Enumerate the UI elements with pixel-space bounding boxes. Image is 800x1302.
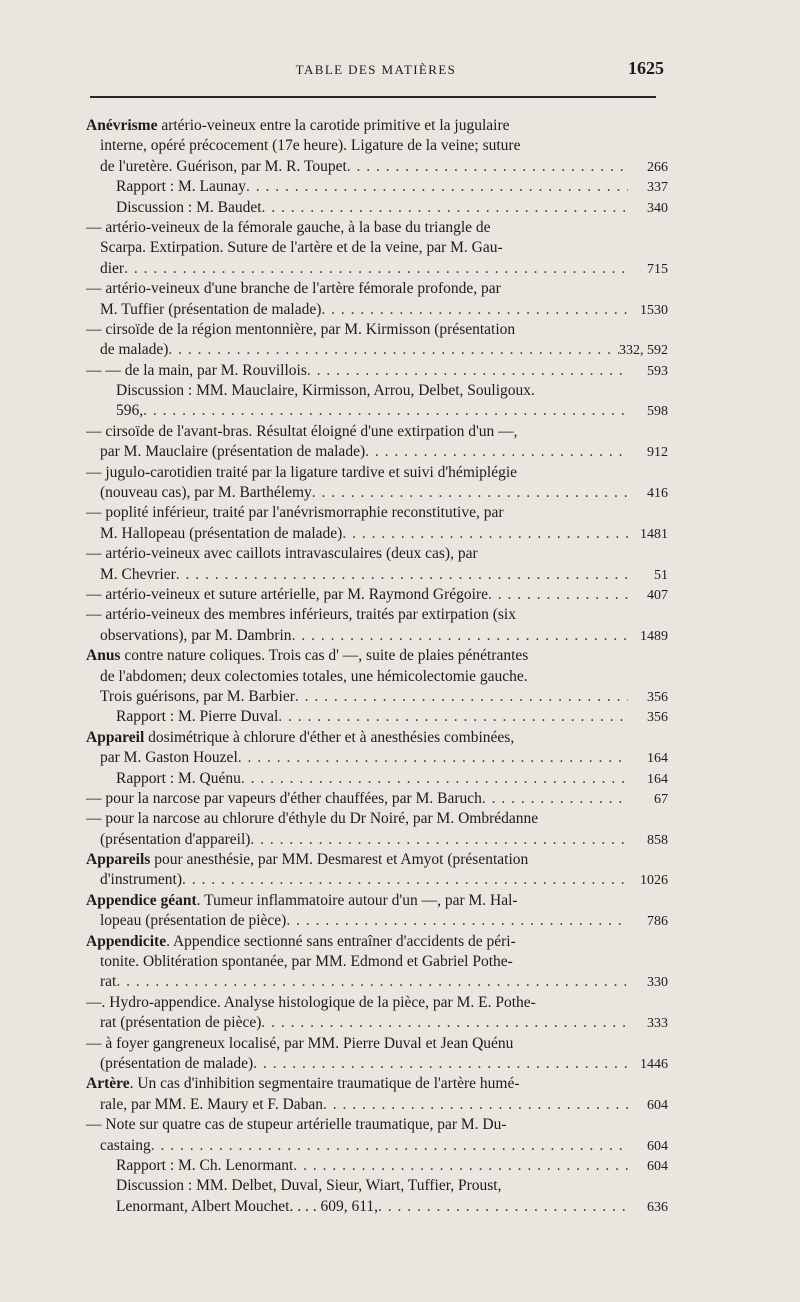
entry-text: Rapport : M. Ch. Lenormant <box>116 1156 294 1174</box>
index-entry <box>86 1115 668 1156</box>
entry-text: Scarpa. Extirpation. Suture de l'artère et de la veine, par M. Gau- <box>100 239 503 257</box>
entry-line <box>86 1176 668 1196</box>
entry-keyword: Anévrisme <box>86 117 158 134</box>
entry-keyword: Anus <box>86 647 121 665</box>
page-reference: 1489 <box>640 628 668 644</box>
entry-line <box>86 972 668 992</box>
page-reference: 598 <box>647 404 668 420</box>
entry-text: Discussion : MM. Mauclaire, Kirmisson, Arrou, Delbet, Souligoux. <box>116 382 535 400</box>
entry-text: Anévrisme artério-veineux entre la carotide primitive et la jugulaire <box>86 117 510 134</box>
index-entry <box>86 116 668 177</box>
entry-text: Rapport : M. Pierre Duval <box>116 708 279 726</box>
entry-text: — jugulo-carotidien traité par la ligature tardive et suivi d'hémiplégie <box>86 463 518 481</box>
entry-text: Appareil dosimétrique à chlorure d'éther et à anesthésies combinées, <box>86 728 515 746</box>
dot-leader <box>151 1136 628 1156</box>
entry-text: Appendice géant. Tumeur inflammatoire autour d'un —, par M. Hal- <box>86 891 518 909</box>
index-entries <box>86 116 668 1217</box>
entry-line <box>86 116 668 136</box>
entry-line <box>86 1074 668 1094</box>
entry-text: — à foyer gangreneux localisé, par MM. Pierre Duval et Jean Quénu <box>86 1034 514 1052</box>
page-reference: 1026 <box>640 873 668 889</box>
entry-line <box>86 544 668 564</box>
page-reference: 1530 <box>640 302 668 318</box>
page-reference: 593 <box>647 363 668 379</box>
index-entry <box>86 891 668 932</box>
index-entry <box>86 422 668 463</box>
page-reference: 416 <box>647 486 668 502</box>
entry-line <box>86 728 668 748</box>
entry-text: Discussion : M. Baudet <box>116 198 262 216</box>
index-entry <box>86 809 668 850</box>
entry-line <box>86 585 668 605</box>
entry-text: — pour la narcose par vapeurs d'éther chauffées, par M. Baruch <box>86 789 482 807</box>
index-entry <box>86 381 668 422</box>
entry-line <box>86 667 668 687</box>
entry-line <box>86 218 668 238</box>
entry-line <box>86 952 668 972</box>
entry-line <box>86 238 668 258</box>
page-reference: 1446 <box>640 1056 668 1072</box>
entry-line <box>86 626 668 646</box>
entry-line <box>86 361 668 381</box>
entry-text: Rapport : M. Launay <box>116 178 247 196</box>
dot-leader <box>378 1197 628 1217</box>
entry-text: rale, par MM. E. Maury et F. Daban <box>100 1095 324 1113</box>
dot-leader <box>262 198 628 218</box>
entry-text: — artério-veineux des membres inférieurs, traités par extirpation (six <box>86 606 516 624</box>
entry-line <box>86 483 668 503</box>
dot-leader <box>116 972 628 992</box>
entry-text: par M. Mauclaire (présentation de malade) <box>100 443 366 461</box>
entry-text: — Note sur quatre cas de stupeur artérielle traumatique, par M. Du- <box>86 1116 507 1134</box>
entry-text: — cirsoïde de la région mentonnière, par M. Kirmisson (présentation <box>86 320 516 338</box>
entry-line <box>86 850 668 870</box>
dot-leader <box>482 789 628 809</box>
entry-line <box>86 789 668 809</box>
entry-text: Trois guérisons, par M. Barbier <box>100 687 295 705</box>
dot-leader <box>365 442 628 462</box>
entry-line <box>86 870 668 890</box>
entry-text: interne, opéré précocement (17e heure). Ligature de la veine; suture <box>100 137 521 155</box>
dot-leader <box>278 707 628 727</box>
index-entry <box>86 605 668 646</box>
index-entry <box>86 279 668 320</box>
entry-line <box>86 891 668 911</box>
entry-line <box>86 646 668 666</box>
page-reference: 786 <box>647 914 668 930</box>
entry-line <box>86 769 668 789</box>
entry-line <box>86 422 668 442</box>
entry-text: Anus contre nature coliques. Trois cas d' —, suite de plaies pénétrantes <box>86 647 529 665</box>
entry-text: Rapport : M. Quénu <box>116 769 241 787</box>
index-entry <box>86 1074 668 1115</box>
entry-keyword: Appendice géant <box>86 891 197 909</box>
entry-keyword: Appareils <box>86 851 151 869</box>
entry-text: Artère. Un cas d'inhibition segmentaire traumatique de l'artère humé- <box>86 1075 520 1093</box>
entry-text: M. Hallopeau (présentation de malade) <box>100 524 343 542</box>
page-reference: 912 <box>647 445 668 461</box>
dot-leader <box>253 1054 628 1074</box>
dot-leader <box>321 300 628 320</box>
entry-line <box>86 279 668 299</box>
entry-line <box>86 198 668 218</box>
index-entry <box>86 503 668 544</box>
entry-line <box>86 442 668 462</box>
entry-line <box>86 177 668 197</box>
entry-line <box>86 911 668 931</box>
index-entry <box>86 1176 668 1217</box>
entry-text: tonite. Oblitération spontanée, par MM. Edmond et Gabriel Pothe- <box>100 953 513 971</box>
entry-text: dier <box>100 259 125 277</box>
entry-line <box>86 993 668 1013</box>
entry-text: par M. Gaston Houzel <box>100 749 238 767</box>
entry-text: M. Chevrier <box>100 565 176 583</box>
index-entry <box>86 850 668 891</box>
page-reference: 1481 <box>640 526 668 542</box>
entry-text: Discussion : MM. Delbet, Duval, Sieur, Wiart, Tuffier, Proust, <box>116 1177 502 1195</box>
index-entry <box>86 198 668 218</box>
page-reference: 636 <box>647 1199 668 1215</box>
entry-text: Appendicite. Appendice sectionné sans entraîner d'accidents de péri- <box>86 932 516 950</box>
entry-keyword: Appendicite <box>86 932 167 950</box>
entry-text: de l'uretère. Guérison, par M. R. Toupet <box>100 157 347 175</box>
entry-text: — artério-veineux de la fémorale gauche, à la base du triangle de <box>86 218 491 236</box>
page-reference: 332, 592 <box>619 343 668 359</box>
dot-leader <box>347 157 628 177</box>
page-reference: 407 <box>647 587 668 603</box>
entry-text: lopeau (présentation de pièce) <box>100 912 287 930</box>
entry-line <box>86 1115 668 1135</box>
index-entry <box>86 789 668 809</box>
dot-leader <box>307 361 628 381</box>
dot-leader <box>286 911 628 931</box>
index-entry <box>86 361 668 381</box>
entry-text: — — de la main, par M. Rouvillois <box>86 361 307 379</box>
index-entry <box>86 1034 668 1075</box>
entry-text: — artério-veineux avec caillots intravasculaires (deux cas), par <box>86 545 478 563</box>
page-reference: 51 <box>654 567 668 583</box>
page-number: 1625 <box>628 58 664 78</box>
page-reference: 858 <box>647 832 668 848</box>
entry-line <box>86 320 668 340</box>
entry-text: de l'abdomen; deux colectomies totales, une hémicolectomie gauche. <box>100 667 528 685</box>
entry-line <box>86 463 668 483</box>
entry-line <box>86 932 668 952</box>
entry-text: Lenormant, Albert Mouchet. . . . 609, 611, <box>116 1197 379 1215</box>
entry-text: —. Hydro-appendice. Analyse histologique de la pièce, par M. E. Pothe- <box>86 993 536 1011</box>
index-entry <box>86 993 668 1034</box>
dot-leader <box>124 259 628 279</box>
dot-leader <box>246 177 628 197</box>
entry-line <box>86 1095 668 1115</box>
index-entry <box>86 1156 668 1176</box>
dot-leader <box>295 687 628 707</box>
entry-keyword: Appareil <box>86 728 145 746</box>
page-reference: 266 <box>647 159 668 175</box>
index-entry <box>86 646 668 707</box>
page-reference: 164 <box>647 751 668 767</box>
index-entry <box>86 463 668 504</box>
entry-line <box>86 809 668 829</box>
entry-line <box>86 830 668 850</box>
page-reference: 604 <box>647 1097 668 1113</box>
entry-line <box>86 259 668 279</box>
entry-line <box>86 1136 668 1156</box>
entry-text: rat <box>100 973 117 991</box>
entry-text: castaing <box>100 1136 151 1154</box>
entry-keyword: Artère <box>86 1075 130 1093</box>
dot-leader <box>241 769 628 789</box>
entry-line <box>86 1013 668 1033</box>
entry-line <box>86 524 668 544</box>
entry-text: de malade) <box>100 341 169 359</box>
entry-text: 596, <box>116 402 144 420</box>
index-entry <box>86 728 668 769</box>
index-entry <box>86 218 668 279</box>
header-rule <box>90 96 656 98</box>
index-entry <box>86 320 668 361</box>
entry-line <box>86 300 668 320</box>
entry-line <box>86 401 668 421</box>
dot-leader <box>250 830 628 850</box>
entry-line <box>86 1156 668 1176</box>
page-header <box>86 58 666 84</box>
page-reference: 67 <box>654 791 668 807</box>
entry-line <box>86 605 668 625</box>
index-entry <box>86 585 668 605</box>
dot-leader <box>168 340 619 360</box>
entry-line <box>86 748 668 768</box>
entry-line <box>86 1054 668 1074</box>
index-entry <box>86 707 668 727</box>
dot-leader <box>323 1095 628 1115</box>
dot-leader <box>238 748 628 768</box>
entry-line <box>86 503 668 523</box>
page-reference: 715 <box>647 261 668 277</box>
dot-leader <box>342 524 628 544</box>
entry-line <box>86 136 668 156</box>
page-reference: 340 <box>647 200 668 216</box>
entry-text: rat (présentation de pièce) <box>100 1014 262 1032</box>
entry-line <box>86 340 668 360</box>
entry-text: observations), par M. Dambrin <box>100 626 292 644</box>
dot-leader <box>488 585 628 605</box>
page-reference: 356 <box>647 710 668 726</box>
entry-line <box>86 1197 668 1217</box>
entry-text: — artério-veineux et suture artérielle, par M. Raymond Grégoire <box>86 585 488 603</box>
index-entry <box>86 932 668 993</box>
running-title: TABLE DES MATIÈRES <box>295 62 457 77</box>
page-reference: 337 <box>647 180 668 196</box>
entry-text: M. Tuffier (présentation de malade) <box>100 300 322 318</box>
entry-text: Appareils pour anesthésie, par MM. Desmarest et Amyot (présentation <box>86 851 529 869</box>
entry-text: (nouveau cas), par M. Barthélemy <box>100 484 312 502</box>
index-entry <box>86 769 668 789</box>
dot-leader <box>261 1013 628 1033</box>
entry-text: — poplité inférieur, traité par l'anévrismorraphie reconstitutive, par <box>86 504 504 522</box>
entry-line <box>86 1034 668 1054</box>
dot-leader <box>292 626 628 646</box>
dot-leader <box>176 565 628 585</box>
entry-text: — cirsoïde de l'avant-bras. Résultat éloigné d'une extirpation d'un —, <box>86 422 518 440</box>
page-reference: 330 <box>647 975 668 991</box>
entry-line <box>86 707 668 727</box>
index-entry <box>86 544 668 585</box>
entry-text: — artério-veineux d'une branche de l'artère fémorale profonde, par <box>86 280 501 298</box>
page-reference: 356 <box>647 689 668 705</box>
entry-line <box>86 687 668 707</box>
dot-leader <box>293 1156 628 1176</box>
dot-leader <box>143 401 628 421</box>
entry-line <box>86 157 668 177</box>
page-reference: 164 <box>647 771 668 787</box>
entry-text: (présentation de malade) <box>100 1054 254 1072</box>
entry-line <box>86 381 668 401</box>
entry-text: d'instrument) <box>100 871 183 889</box>
entry-text: (présentation d'appareil) <box>100 830 251 848</box>
entry-line <box>86 565 668 585</box>
page-reference: 333 <box>647 1016 668 1032</box>
page-reference: 604 <box>647 1158 668 1174</box>
page-reference: 604 <box>647 1138 668 1154</box>
dot-leader <box>182 870 628 890</box>
dot-leader <box>312 483 628 503</box>
entry-text: — pour la narcose au chlorure d'éthyle du Dr Noiré, par M. Ombrédanne <box>86 810 539 828</box>
index-entry <box>86 177 668 197</box>
